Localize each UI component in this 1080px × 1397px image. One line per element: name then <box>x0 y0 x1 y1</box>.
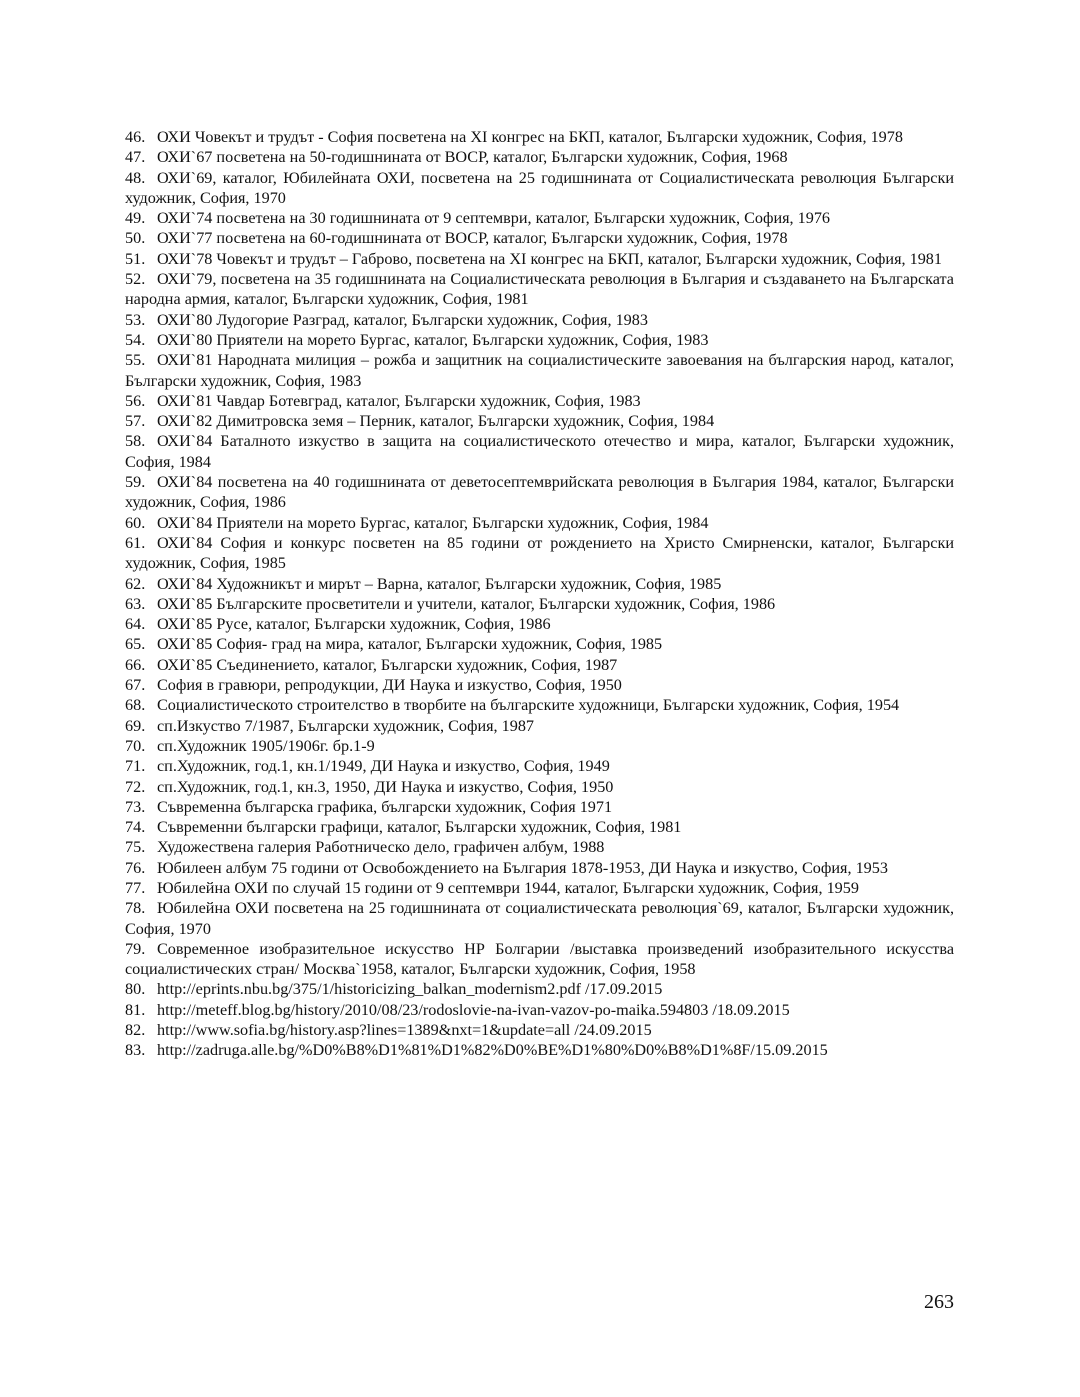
reference-item <box>125 777 954 797</box>
references-list <box>125 127 954 1061</box>
reference-item <box>125 736 954 756</box>
reference-item <box>125 594 954 614</box>
reference-item <box>125 411 954 431</box>
reference-text: ОХИ`67 посветена на 50-годишнината от ВОСР, каталог, Български художник, София, 1968 <box>157 148 788 167</box>
reference-number: 71. <box>125 757 146 776</box>
reference-url[interactable]: http://zadruga.alle.bg/%D0%B8%D1%81%D1%82%D0%BE%D1%80%D0%B8%D1%8F/15.09.2015 <box>157 1041 828 1060</box>
reference-item <box>125 837 954 857</box>
reference-number: 57. <box>125 412 146 431</box>
reference-item <box>125 675 954 695</box>
reference-text: ОХИ`81 Чавдар Ботевград, каталог, Български художник, София, 1983 <box>157 391 641 410</box>
reference-number: 61. <box>125 533 146 552</box>
reference-number: 48. <box>125 168 146 187</box>
reference-number: 60. <box>125 513 146 532</box>
reference-item <box>125 716 954 736</box>
reference-number: 82. <box>125 1021 146 1040</box>
reference-text: ОХИ`84 Баталното изкуство в защита на социалистическото отечество и мира, каталог, Български художник, София, 1984 <box>125 432 954 471</box>
reference-text: ОХИ`85 София- град на мира, каталог, Български художник, София, 1985 <box>157 635 663 654</box>
reference-number: 58. <box>125 432 146 451</box>
reference-text: ОХИ`80 Лудогорие Разград, каталог, Български художник, София, 1983 <box>157 310 648 329</box>
reference-number: 62. <box>125 574 146 593</box>
reference-item <box>125 330 954 350</box>
reference-text: ОХИ Човекът и трудът - София посветена на XI конгрес на БКП, каталог, Български художник, София, 1978 <box>157 128 903 146</box>
reference-text: сп.Художник, год.1, кн.3, 1950, ДИ Наука и изкуство, София, 1950 <box>157 777 614 796</box>
page-number: 263 <box>924 1291 954 1313</box>
reference-item-link[interactable] <box>125 1020 954 1040</box>
reference-number: 81. <box>125 1000 146 1019</box>
reference-text: ОХИ`85 Русе, каталог, Български художник, София, 1986 <box>157 615 551 634</box>
reference-item <box>125 310 954 330</box>
reference-text: ОХИ`77 посветена на 60-годишнината от ВОСР, каталог, Български художник, София, 1978 <box>157 229 788 248</box>
reference-number: 69. <box>125 716 146 735</box>
reference-number: 47. <box>125 148 146 167</box>
reference-number: 67. <box>125 676 146 695</box>
reference-text: ОХИ`84 София и конкурс посветен на 85 години от рождението на Христо Смирненски, каталог, Български художник, София, 1985 <box>125 533 954 573</box>
reference-number: 75. <box>125 838 146 857</box>
reference-number: 46. <box>125 128 146 146</box>
reference-number: 83. <box>125 1041 146 1060</box>
reference-number: 78. <box>125 899 146 918</box>
reference-text: ОХИ`85 Българските просветители и учители, каталог, Български художник, София, 1986 <box>157 594 776 613</box>
reference-text: ОХИ`84 Художникът и мирът – Варна, каталог, Български художник, София, 1985 <box>157 574 722 593</box>
reference-text: ОХИ`84 посветена на 40 годишнината от деветосептемврийската революция в България 1984, каталог, Български художник, София, 1986 <box>125 473 954 512</box>
reference-item <box>125 655 954 675</box>
reference-item <box>125 127 954 147</box>
reference-number: 72. <box>125 777 146 796</box>
reference-text: ОХИ`78 Човекът и трудът – Габрово, посветена на XI конгрес на БКП, каталог, Български художник, София, 1981 <box>157 249 942 268</box>
reference-item <box>125 695 954 715</box>
reference-number: 70. <box>125 736 146 755</box>
reference-number: 50. <box>125 229 146 248</box>
reference-number: 65. <box>125 635 146 654</box>
reference-number: 53. <box>125 310 146 329</box>
reference-item <box>125 350 954 391</box>
reference-text: ОХИ`80 Приятели на морето Бургас, каталог, Български художник, София, 1983 <box>157 330 709 349</box>
reference-text: Художествена галерия Работническо дело, графичен албум, 1988 <box>157 838 605 857</box>
reference-item <box>125 574 954 594</box>
reference-number: 54. <box>125 330 146 349</box>
reference-item <box>125 249 954 269</box>
reference-text: Юбилеен албум 75 години от Освобождението на България 1878-1953, ДИ Наука и изкуство, София, 1953 <box>157 858 888 877</box>
reference-text: ОХИ`84 Приятели на морето Бургас, каталог, Български художник, София, 1984 <box>157 513 709 532</box>
reference-item <box>125 228 954 248</box>
reference-number: 55. <box>125 351 146 370</box>
reference-item <box>125 168 954 209</box>
reference-text: ОХИ`79, посветена на 35 годишнината на Социалистическата революция в България и създаването на Българската народна армия, каталог, Български художник, София, 1981 <box>125 270 954 309</box>
reference-url[interactable]: http://www.sofia.bg/history.asp?lines=1389&nxt=1&update=all /24.09.2015 <box>157 1021 652 1040</box>
reference-text: Социалистическото строителство в творбите на българските художници, Български художник, София, 1954 <box>157 696 900 715</box>
reference-text: сп.Изкуство 7/1987, Български художник, София, 1987 <box>157 716 535 735</box>
reference-url[interactable]: http://meteff.blog.bg/history/2010/08/23/rodoslovie-na-ivan-vazov-po-maika.594803 /18.09.2015 <box>157 1000 790 1019</box>
reference-text: София в гравюри, репродукции, ДИ Наука и изкуство, София, 1950 <box>157 676 622 695</box>
reference-url[interactable]: http://eprints.nbu.bg/375/1/historicizing_balkan_modernism2.pdf /17.09.2015 <box>157 980 663 999</box>
reference-item <box>125 878 954 898</box>
reference-text: сп.Художник 1905/1906г. бр.1-9 <box>157 736 375 755</box>
reference-number: 73. <box>125 797 146 816</box>
reference-item <box>125 858 954 878</box>
reference-item <box>125 147 954 167</box>
reference-number: 76. <box>125 858 146 877</box>
reference-number: 66. <box>125 655 146 674</box>
reference-number: 68. <box>125 696 146 715</box>
reference-number: 79. <box>125 939 146 958</box>
reference-item-link[interactable] <box>125 1000 954 1020</box>
reference-item <box>125 208 954 228</box>
reference-text: Съвременни български графици, каталог, Български художник, София, 1981 <box>157 818 682 837</box>
reference-item <box>125 939 954 980</box>
reference-item <box>125 431 954 472</box>
reference-item <box>125 269 954 310</box>
reference-item <box>125 472 954 513</box>
reference-item <box>125 533 954 574</box>
reference-item <box>125 513 954 533</box>
reference-text: Юбилейна ОХИ по случай 15 години от 9 септември 1944, каталог, Български художник, София, 1959 <box>157 878 859 897</box>
reference-number: 74. <box>125 818 146 837</box>
reference-text: Современное изобразительное искусство НР Болгарии /выставка произведений изобразительного искусства социалистических стран/ Москва`1958, каталог, Български художник, София, 1958 <box>125 939 954 979</box>
reference-item-link[interactable] <box>125 1040 954 1060</box>
reference-number: 51. <box>125 249 146 268</box>
reference-item <box>125 634 954 654</box>
reference-item <box>125 614 954 634</box>
reference-text: ОХИ`74 посветена на 30 годишнината от 9 септември, каталог, Български художник, София, 1976 <box>157 209 831 228</box>
reference-number: 49. <box>125 209 146 228</box>
reference-text: ОХИ`81 Народната милиция – рожба и защитник на социалистическите завоевания на българския народ, каталог, Български художник, София, 1983 <box>125 351 954 390</box>
reference-number: 63. <box>125 594 146 613</box>
reference-number: 80. <box>125 980 146 999</box>
reference-text: ОХИ`69, каталог, Юбилейната ОХИ, посветена на 25 годишнината от Социалистическата революция Български художник, София, 1970 <box>125 168 954 207</box>
reference-text: ОХИ`85 Съединението, каталог, Български художник, София, 1987 <box>157 655 618 674</box>
reference-text: сп.Художник, год.1, кн.1/1949, ДИ Наука и изкуство, София, 1949 <box>157 757 610 776</box>
reference-number: 64. <box>125 615 146 634</box>
reference-item <box>125 817 954 837</box>
reference-item <box>125 756 954 776</box>
reference-item-link[interactable] <box>125 979 954 999</box>
reference-text: ОХИ`82 Димитровска земя – Перник, каталог, Български художник, София, 1984 <box>157 412 715 431</box>
reference-text: Юбилейна ОХИ посветена на 25 годишнината от социалистическата революция`69, каталог, Български художник, София, 1970 <box>125 899 954 938</box>
reference-number: 77. <box>125 878 146 897</box>
reference-number: 52. <box>125 270 146 289</box>
reference-item <box>125 797 954 817</box>
reference-number: 59. <box>125 473 146 492</box>
reference-item <box>125 898 954 939</box>
reference-item <box>125 391 954 411</box>
reference-text: Съвременна българска графика, български художник, София 1971 <box>157 797 613 816</box>
reference-number: 56. <box>125 391 146 410</box>
